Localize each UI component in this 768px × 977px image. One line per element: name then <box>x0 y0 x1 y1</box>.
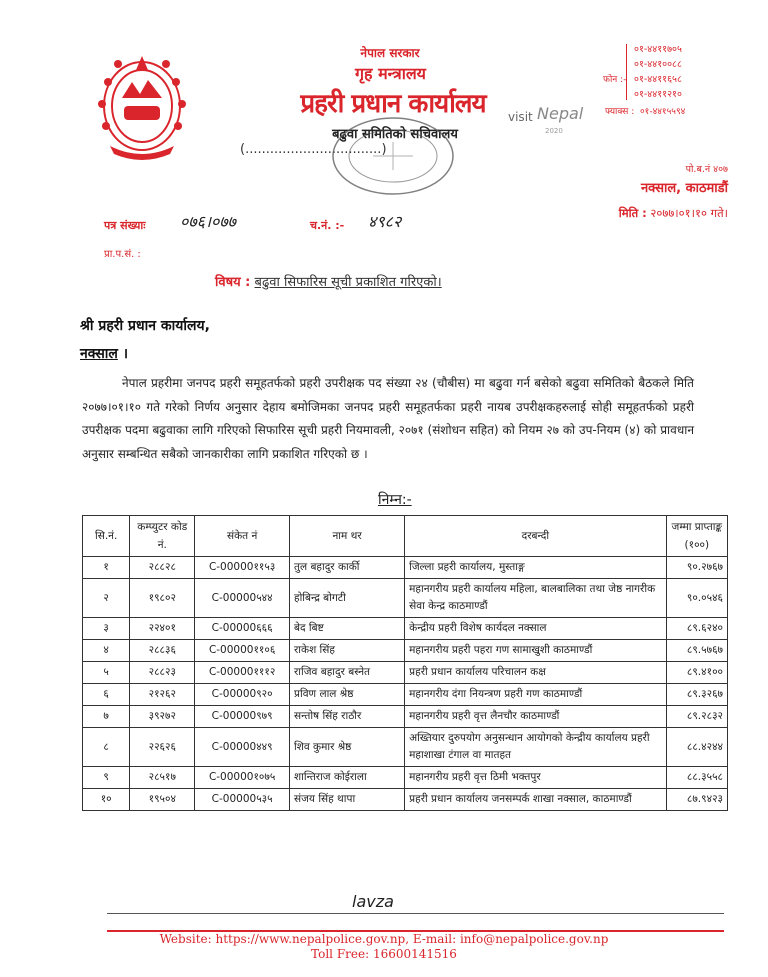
officer-name: तुल बहादुर कार्की <box>290 557 405 579</box>
symbol-number: C-00000६६६ <box>195 618 290 640</box>
office-name: प्रहरी प्रधान कार्यालय <box>300 89 486 119</box>
phone-bracket <box>626 44 632 100</box>
fax-number: ०१-४४१५५९४ <box>639 107 686 117</box>
letter-body: नेपाल प्रहरीमा जनपद प्रहरी समूहतर्फको प्रहरी उपरीक्षक पद संख्या २४ (चौबीस) मा बढुवा गर्न बसेको बढुवा समितिको बैठकले मिति २०७७।०१।१० गते गरेको निर्णय अनुसार देहाय बमोजिमका जनपद प्रहरी समूहतर्फका प्रहरी नायब उपरीक्षकहरुलाई सोही समूहतर्फको प्रहरी उपरीक्षक पदमा बढुवाका लागि गरिएको सिफारिस सूची प्रहरी नियमावली, २०७१ (संशोधन सहित) को नियम २७ को उप-नियम (४) को प्रावधान अनुसार सम्बन्धित सबैको जानकारीका लागि प्रकाशित गरिएको छ । <box>82 376 694 461</box>
total-score: ८९.४१०० <box>666 662 727 684</box>
total-score: ९०.०५४६ <box>666 579 727 618</box>
symbol-number: C-00000१११२ <box>195 662 290 684</box>
column-header: दरबन्दी <box>405 516 666 557</box>
reference-number: ०७६।०७७ <box>180 212 236 231</box>
table-row <box>83 557 728 579</box>
column-header: नाम थर <box>290 516 405 557</box>
posting: महानगरीय प्रहरी पहरा गण सामाखुशी काठमाण्डौं <box>405 640 666 662</box>
computer-code: २८८२८ <box>130 557 195 579</box>
table-row <box>83 640 728 662</box>
officer-name: होबिन्द्र बोगटी <box>290 579 405 618</box>
table-row <box>83 728 728 767</box>
pras-label: प्रा.प.सं. : <box>104 249 141 260</box>
phone-number: ०१-४४११७०५ <box>634 44 682 55</box>
date-label: मिति : <box>618 206 647 220</box>
symbol-number: C-00000११०६ <box>195 640 290 662</box>
officer-name: राजिव बहादुर बस्नेत <box>290 662 405 684</box>
computer-code: २८८२३ <box>130 662 195 684</box>
symbol-number: C-00000९२० <box>195 684 290 706</box>
footer-toll-free: Toll Free: 16600141516 <box>311 947 457 961</box>
computer-code: ३९२७२ <box>130 706 195 728</box>
computer-code: २१२६२ <box>130 684 195 706</box>
reference-label: पत्र संख्याः <box>104 219 146 232</box>
recommendation-table <box>82 515 728 811</box>
recipient-place-name: नक्साल <box>80 346 118 362</box>
total-score: ८८.३५५८ <box>666 767 727 789</box>
government-name: नेपाल सरकार <box>360 46 420 60</box>
serial-number: ८ <box>83 728 130 767</box>
letter-date <box>619 206 728 221</box>
officer-name: सन्तोष सिंह राठौर <box>290 706 405 728</box>
serial-number: २ <box>83 579 130 618</box>
symbol-number: C-00000४४९ <box>195 728 290 767</box>
symbol-number: C-00000५४४ <box>195 579 290 618</box>
computer-code: १९८०२ <box>130 579 195 618</box>
serial-number: १० <box>83 789 130 811</box>
phone-label: फोन :- <box>603 75 627 85</box>
posting: अख्तियार दुरुपयोग अनुसन्धान आयोगको केन्द्रीय कार्यालय प्रहरी महाशाखा टंगाल वा मातहत <box>405 728 666 767</box>
secretariat-name: बढुवा समितिको सचिवालय <box>332 127 458 142</box>
symbol-number: C-00000११५३ <box>195 557 290 579</box>
serial-number: ७ <box>83 706 130 728</box>
computer-code: २८५१७ <box>130 767 195 789</box>
footer-contact <box>0 932 768 962</box>
posting: प्रहरी प्रधान कार्यालय परिचालन कक्ष <box>405 662 666 684</box>
table-row <box>83 706 728 728</box>
posting: महानगरीय प्रहरी वृत्त लैनचौर काठमाण्डौं <box>405 706 666 728</box>
column-header: कम्प्युटर कोड नं. <box>130 516 195 557</box>
footer-website: Website: https://www.nepalpolice.gov.np, E-mail: info@nepalpolice.gov.np <box>159 932 609 946</box>
fax-label-text: फ्याक्स : <box>605 107 635 117</box>
symbol-number: C-00000१०७५ <box>195 767 290 789</box>
phone-number: ०१-४४११६५८ <box>634 74 682 85</box>
posting: प्रहरी प्रधान कार्यालय जनसम्पर्क शाखा नक्साल, काठमाण्डौं <box>405 789 666 811</box>
officer-name: बेद बिष्ट <box>290 618 405 640</box>
visit-nepal-prefix: visit <box>508 110 533 124</box>
visit-nepal-year: 2020 <box>545 127 563 135</box>
column-header: सि.नं. <box>83 516 130 557</box>
posting: महानगरीय प्रहरी वृत्त ठिमी भक्तपुर <box>405 767 666 789</box>
posting: महानगरीय प्रहरी कार्यालय महिला, बालबालिका तथा जेष्ठ नागरीक सेवा केन्द्र काठमाण्डौं <box>405 579 666 618</box>
po-box: पो.ब.नं ४०७ <box>685 164 728 175</box>
computer-code: १९५०४ <box>130 789 195 811</box>
phone-number: ०१-४४११२१० <box>634 89 682 100</box>
office-stamp-icon <box>318 112 468 200</box>
phone-list <box>634 42 682 102</box>
serial-number: ३ <box>83 618 130 640</box>
office-place: नक्साल, काठमाडौं <box>640 181 728 196</box>
table-header-row <box>83 516 728 557</box>
serial-number: ५ <box>83 662 130 684</box>
posting: जिल्ला प्रहरी कार्यालय, मुस्ताङ्ग <box>405 557 666 579</box>
computer-code: २२४०१ <box>130 618 195 640</box>
serial-number: ४ <box>83 640 130 662</box>
ministry-name: गृह मन्त्रालय <box>355 64 426 83</box>
total-score: ८९.५७६७ <box>666 640 727 662</box>
total-score: ८८.४२४४ <box>666 728 727 767</box>
table-row <box>83 662 728 684</box>
total-score: ८९.६२४० <box>666 618 727 640</box>
signature: lavza <box>352 892 394 911</box>
table-row <box>83 767 728 789</box>
table-row <box>83 618 728 640</box>
symbol-number: C-00000९७९ <box>195 706 290 728</box>
total-score: ८७.९४२३ <box>666 789 727 811</box>
list-heading: निम्न:- <box>378 492 412 508</box>
visit-nepal-logo: Nepal <box>537 104 584 123</box>
chalani-number: ४९८२ <box>368 212 402 231</box>
total-score: ८९.३२६७ <box>666 684 727 706</box>
subject-text: बढुवा सिफारिस सूची प्रकाशित गरिएको। <box>254 275 442 290</box>
posting: महानगरीय दंगा नियन्त्रण प्रहरी गण काठमाण्डौं <box>405 684 666 706</box>
serial-number: ९ <box>83 767 130 789</box>
symbol-number: C-00000५३५ <box>195 789 290 811</box>
nepal-government-emblem-icon <box>96 52 188 164</box>
recipient-place-suffix: । <box>117 346 129 362</box>
total-score: ९०.२७६७ <box>666 557 727 579</box>
signature-rule <box>107 913 724 914</box>
officer-name: संजय सिंह थापा <box>290 789 405 811</box>
date-value: २०७७।०१।१० गते। <box>650 206 728 220</box>
subject-line <box>215 272 442 290</box>
table-row <box>83 789 728 811</box>
total-score: ८९.२८३२ <box>666 706 727 728</box>
column-header: जम्मा प्राप्ताङ्क (१००) <box>666 516 727 557</box>
chalani-label: च.नं. :- <box>310 219 345 232</box>
officer-name: शान्तिराज कोईराला <box>290 767 405 789</box>
posting: केन्द्रीय प्रहरी विशेष कार्यदल नक्साल <box>405 618 666 640</box>
recipient-place <box>80 344 128 363</box>
column-header: संकेत नं <box>195 516 290 557</box>
subject-label: विषय : <box>215 275 251 290</box>
serial-number: ६ <box>83 684 130 706</box>
serial-number: १ <box>83 557 130 579</box>
dotted-blank-line: (.................................) <box>240 142 387 157</box>
table-row <box>83 684 728 706</box>
officer-name: राकेश सिंह <box>290 640 405 662</box>
officer-name: शिव कुमार श्रेष्ठ <box>290 728 405 767</box>
computer-code: २८८३६ <box>130 640 195 662</box>
table-row <box>83 579 728 618</box>
fax-label <box>605 104 685 117</box>
computer-code: २२६२६ <box>130 728 195 767</box>
recipient-line: श्री प्रहरी प्रधान कार्यालय, <box>80 318 210 334</box>
phone-number: ०१-४४१००८८ <box>634 59 682 70</box>
officer-name: प्रविण लाल श्रेष्ठ <box>290 684 405 706</box>
